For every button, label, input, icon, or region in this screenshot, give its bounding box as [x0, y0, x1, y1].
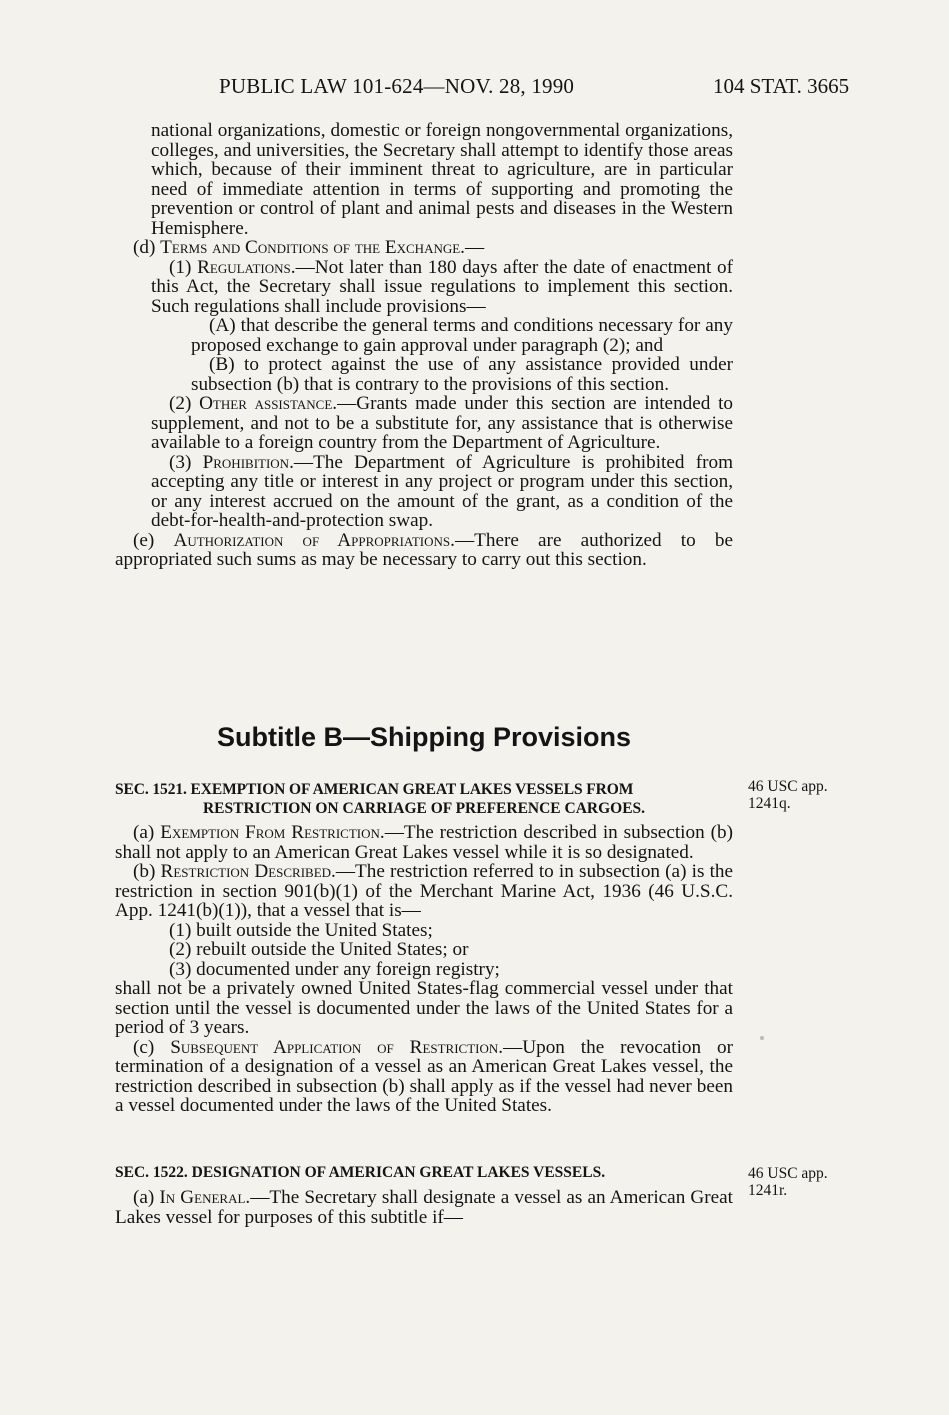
subsection-b-text: —The restriction referred to in subsection (a) is the restriction in section 901(b)(1) of the Merchant Marine Act, 1936 (46 U.S.C. App. 1241(b)(1)), that a vessel that is— [115, 861, 734, 921]
subsection-a-text: —The restriction described in subsection (b) shall not apply to an American Great Lakes vessel while it is so designated. [115, 822, 733, 863]
subtitle-heading: Subtitle B—Shipping Provisions [216, 722, 632, 752]
subparagraph-d1a: (A) that describe the general terms and conditions necessary for any proposed exchange to gain approval under paragraph (2); and [191, 315, 733, 356]
section-1522-body [115, 1188, 733, 1227]
subsection-e-title: Authorization of Appropriations. [173, 529, 455, 551]
subsection-a-label: (a) [133, 822, 161, 843]
subsection-a-title: In General. [159, 1187, 251, 1208]
section-1521-heading-line1: SEC. 1521. EXEMPTION OF AMERICAN GREAT LAKES VESSELS FROM [115, 781, 634, 798]
section-1522-margin-note [748, 1165, 828, 1199]
subsection-d-label: (d) [133, 237, 161, 258]
section-1521-margin-note [748, 778, 828, 812]
paragraph-d3-text: —The Department of Agriculture is prohibited from accepting any title or interest in any project or program under this section, or any interest accrued on the amount of the grant, as a condition of the debt-for-health-and-protection swap. [151, 451, 733, 531]
subsection-d-title: Terms and Conditions of the Exchange. [160, 237, 465, 258]
margin-note-line1: 46 USC app. [748, 1165, 828, 1182]
page-stat-number: 104 STAT. 3665 [713, 74, 850, 98]
subsection-d-heading [115, 238, 733, 258]
paragraph-d1 [115, 258, 733, 317]
subsection-b-label: (b) [133, 861, 161, 882]
section-1521-subsection-b [115, 862, 733, 921]
paragraph-d1-label: (1) [169, 256, 198, 278]
continued-section-text [115, 121, 733, 570]
section-1521-heading [115, 780, 733, 818]
paragraph-d2-label: (2) [169, 393, 200, 414]
subsection-b-title: Restriction Described. [160, 861, 336, 882]
list-item-2: (2) rebuilt outside the United States; or [169, 939, 469, 960]
margin-note-line2: 1241r. [748, 1182, 788, 1199]
section-1522-heading: SEC. 1522. DESIGNATION OF AMERICAN GREAT LAKES VESSELS. [115, 1164, 606, 1181]
paragraph-d3 [115, 453, 733, 531]
paragraph-continuation: national organizations, domestic or foreign nongovernmental organizations, colleges, and universities, the Secretary shall attempt to identify those areas which, because of their imminent threat to agriculture, are in particular need of immediate attention in terms of supporting and promoting the prevention or control of plant and animal pests and diseases in the Western Hemisphere. [151, 120, 733, 239]
paragraph-d1-title: Regulations. [197, 256, 296, 278]
paragraph-d2-text: —Grants made under this section are intended to supplement, and not to be a substitute for, any assistance that is otherwise available to a foreign country from the Department of Agriculture. [151, 393, 733, 453]
subsection-c-text: —Upon the revocation or termination of a designation of a vessel as an American Great Lakes vessel, the restriction described in subsection (b) shall apply as if the vessel had never been a vessel documented under the laws of the United States. [115, 1036, 733, 1116]
subsection-a-label: (a) [133, 1187, 160, 1208]
paragraph-d2-title: Other assistance. [199, 393, 338, 414]
list-item-3: (3) documented under any foreign registry; [169, 958, 500, 980]
subsection-a-title: Exemption From Restriction. [160, 822, 385, 843]
subsection-a-text: —The Secretary shall designate a vessel as an American Great Lakes vessel for purposes of this subtitle if— [115, 1187, 734, 1228]
subsection-e [115, 531, 733, 570]
subparagraph-d1b: (B) to protect against the use of any assistance provided under subsection (b) that is contrary to the provisions of this section. [191, 354, 733, 395]
margin-note-line2: 1241q. [748, 795, 791, 812]
subsection-c-title: Subsequent Application of Restriction. [170, 1036, 504, 1058]
section-1521-subsection-a [115, 823, 733, 862]
scan-speck [760, 1036, 764, 1040]
section-1521-heading-line2: RESTRICTION ON CARRIAGE OF PREFERENCE CARGOES. [202, 800, 646, 817]
subsection-e-label: (e) [133, 529, 174, 551]
paragraph-d2 [115, 394, 733, 453]
section-1521-body [115, 823, 733, 1116]
subsection-e-text: —There are authorized to be appropriated such sums as may be necessary to carry out this section. [115, 529, 734, 570]
paragraph-d3-label: (3) [169, 451, 203, 473]
paragraph-d3-title: Prohibition. [202, 451, 294, 473]
section-1521-tail: shall not be a privately owned United States-flag commercial vessel under that section until the vessel is documented under the laws of the United States for a period of 3 years. [115, 978, 733, 1038]
margin-note-line1: 46 USC app. [748, 778, 828, 795]
subsection-d-dash: — [464, 237, 485, 258]
running-header-title: PUBLIC LAW 101-624—NOV. 28, 1990 [219, 74, 575, 98]
list-item-1: (1) built outside the United States; [169, 919, 433, 941]
section-1522-subsection-a [115, 1188, 733, 1227]
subsection-c-label: (c) [133, 1036, 171, 1058]
section-1521-subsection-c [115, 1038, 733, 1116]
paragraph-d1-text: —Not later than 180 days after the date of enactment of this Act, the Secretary shall issue regulations to implement this section. Such regulations shall include provisions— [151, 256, 733, 317]
